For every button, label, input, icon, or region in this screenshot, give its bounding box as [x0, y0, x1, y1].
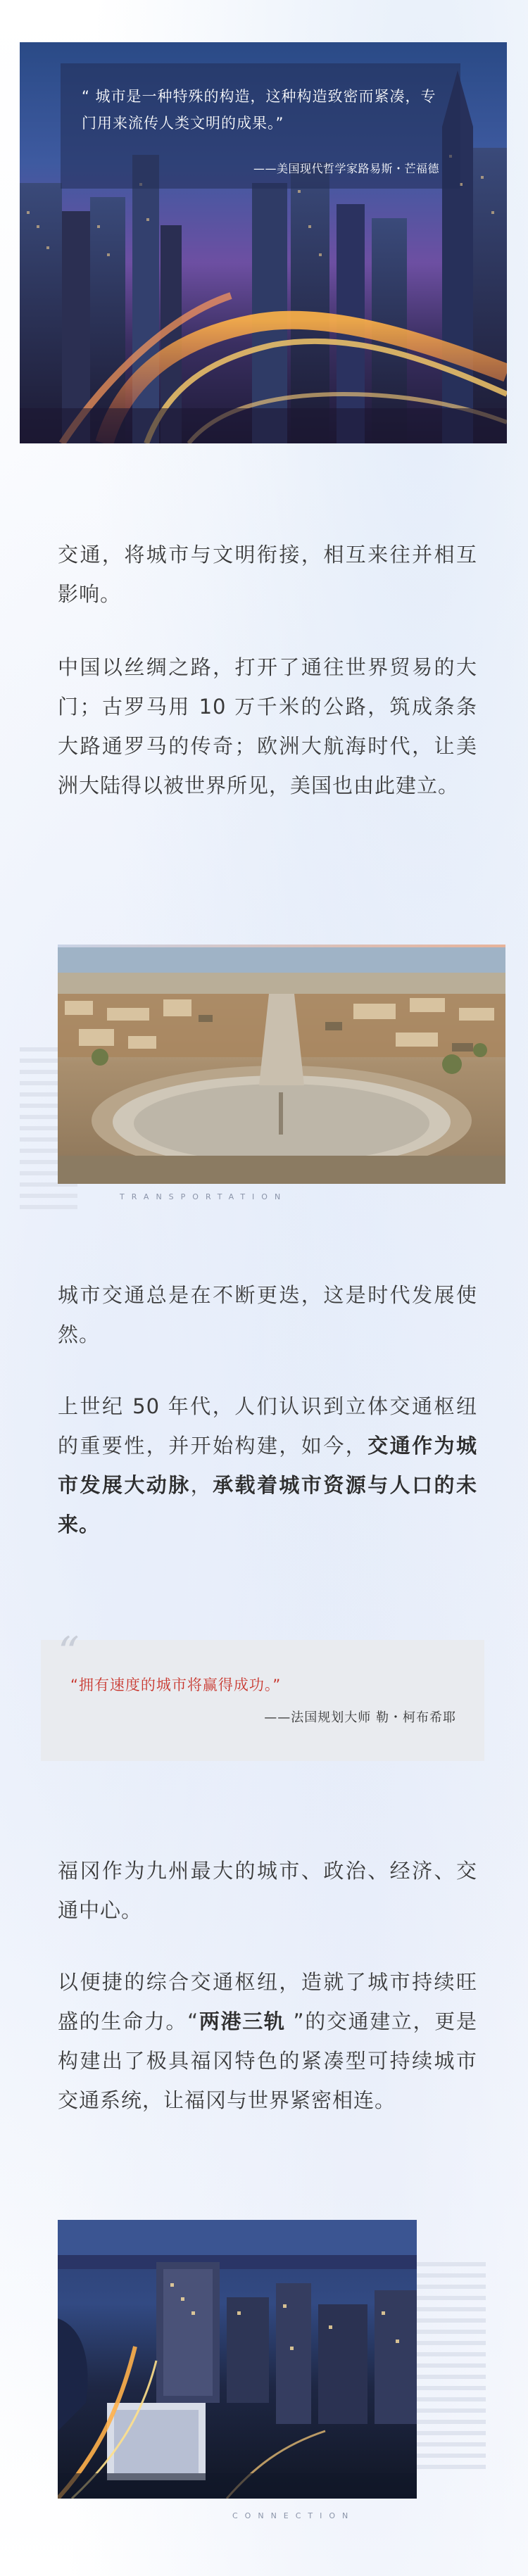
fukuoka-illustration — [58, 2220, 417, 2499]
photo2-caption: CONNECTION — [232, 2511, 356, 2520]
rome-illustration — [58, 945, 505, 1184]
rome-aerial-photo — [58, 945, 505, 1184]
paragraph-fukuoka-plain1: 以便捷的综合交通枢纽，造就了城市持续旺盛的生命力。“ — [58, 1970, 477, 2033]
quote-box-author: ——法国规划大师 勒・柯布希耶 — [264, 1710, 456, 1725]
paragraph-1950s-comma: ， — [190, 1473, 213, 1497]
hero-quote-author: ——美国现代哲学家路易斯・芒福德 — [253, 162, 439, 175]
hero-quote-box — [61, 63, 460, 189]
paragraph-1950s-plain: 上世纪 50 年代，人们认识到立体交通枢纽的重要性，并开始构建，如今， — [58, 1394, 477, 1458]
hero-quote-text: “ 城市是一种特殊的构造，这种构造致密而紧凑，专门用来流传人类文明的成果。” — [82, 88, 436, 132]
paragraph-fukuoka-bold: 两港三轨 — [199, 2009, 286, 2033]
photo1-accent-line — [58, 945, 505, 947]
paragraph-times-change: 城市交通总是在不断更迭，这是时代发展使然。 — [58, 1283, 477, 1346]
paragraph-fukuoka-center: 福冈作为九州最大的城市、政治、经济、交通中心。 — [58, 1859, 477, 1922]
photo1-caption: TRANSPORTATION — [120, 1192, 288, 1201]
paragraph-fukuoka-plain2: ”的交通建立，更是构建出了极具福冈特色的紧凑型可持续城市交通系统，让福冈与世界紧密相连。 — [58, 2009, 477, 2112]
quote-box — [41, 1640, 484, 1761]
quote-box-text: “拥有速度的城市将赢得成功。” — [70, 1677, 282, 1693]
hero-city-night-image — [20, 42, 507, 443]
paragraph-1950s-bold-artery: 交通作为城市发展大动脉 — [58, 1434, 477, 1497]
quote-mark-icon: “ — [58, 1628, 80, 1677]
paragraph-1950s-bold-future: 承载着城市资源与人口的未来。 — [58, 1473, 477, 1536]
paragraph-1950s — [58, 1387, 477, 1544]
fukuoka-night-photo — [58, 2220, 417, 2499]
paragraph-world-history: 中国以丝绸之路，打开了通往世界贸易的大门；古罗马用 10 万千米的公路，筑成条条大路通罗马的传奇；欧洲大航海时代，让美洲大陆得以被世界所见，美国也由此建立。 — [58, 655, 477, 797]
paragraph-fukuoka-transport — [58, 1962, 477, 2120]
paragraph-transport-intro: 交通，将城市与文明衔接，相互来往并相互影响。 — [58, 543, 477, 606]
